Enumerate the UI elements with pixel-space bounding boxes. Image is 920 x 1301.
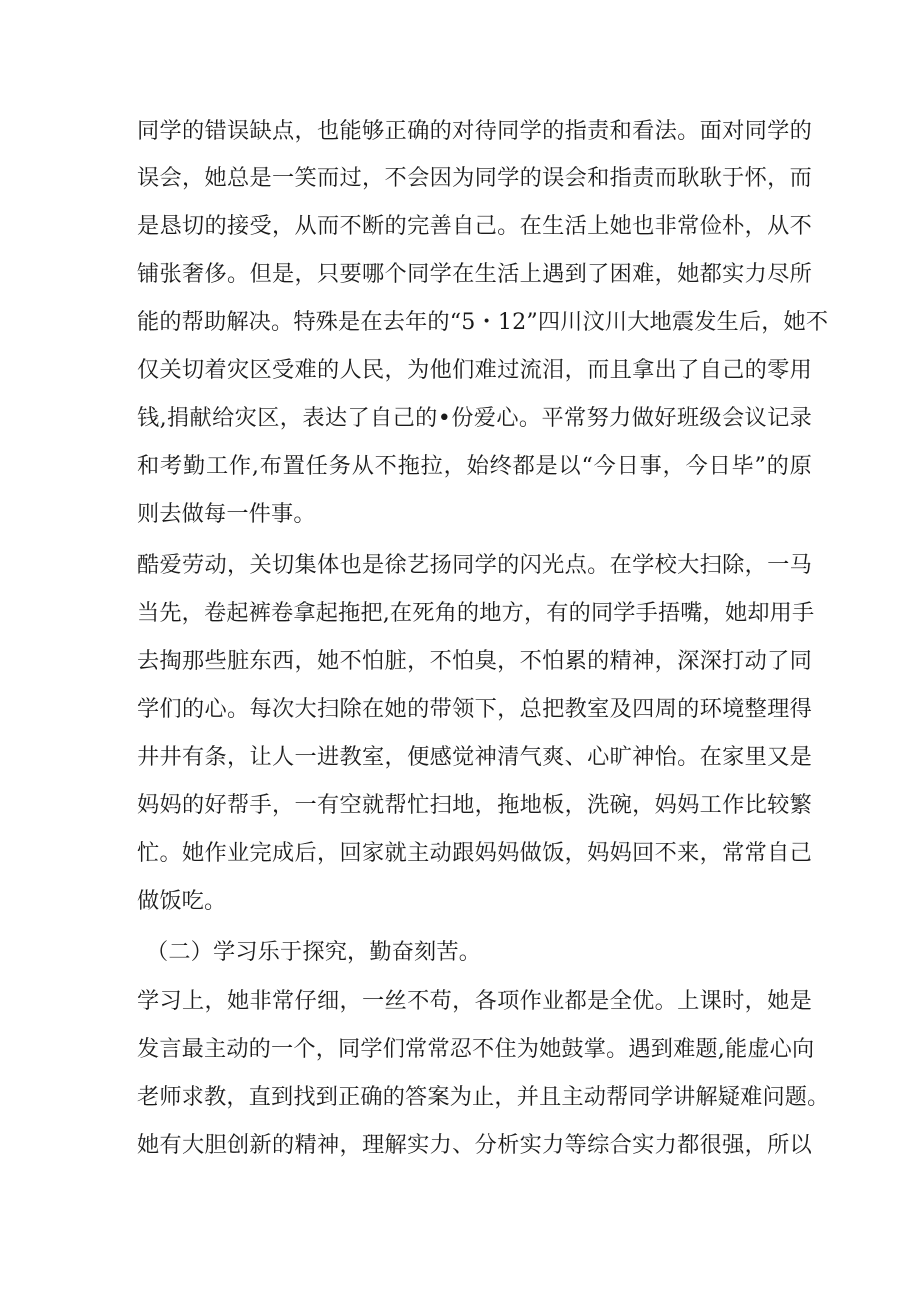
paragraph-2-line-1: 酷爱劳动，关切集体也是徐艺扬同学的闪光点。在学校大扫除，一马: [137, 552, 812, 578]
paragraph-3-line-2: 发言最主动的一个，同学们常常忍不住为她鼓掌。遇到难题,能虚心向: [137, 1036, 815, 1062]
paragraph-1-line-6: 仅关切着灾区受难的人民，为他们难过流泪，而且拿出了自己的零用: [137, 357, 812, 383]
paragraph-1-line-8: 和考勤工作,布置任务从不拖拉，始终都是以“今日事，今日毕”的原: [137, 453, 812, 479]
paragraph-2-line-5: 井井有条，让人一进教室，便感觉神清气爽、心旷神怡。在家里又是: [137, 744, 812, 770]
paragraph-1-line-4: 铺张奢侈。但是，只要哪个同学在生活上遇到了困难，她都实力尽所: [137, 261, 812, 287]
paragraph-1-line-1: 同学的错误缺点，也能够正确的对待同学的指责和看法。面对同学的: [137, 118, 812, 144]
paragraph-2-line-8: 做饭吃。: [137, 888, 227, 914]
paragraph-2-line-6: 妈妈的好帮手，一有空就帮忙扫地，拖地板，洗碗，妈妈工作比较繁: [137, 792, 812, 818]
paragraph-3-line-4: 她有大胆创新的精神，理解实力、分析实力等综合实力都很强，所以: [137, 1132, 812, 1158]
paragraph-3-line-3: 老师求教，直到找到正确的答案为止，并且主动帮同学讲解疑难问题。: [137, 1084, 830, 1110]
paragraph-2-line-4: 学们的心。每次大扫除在她的带领下，总把教室及四周的环境整理得: [137, 696, 812, 722]
paragraph-2-line-7: 忙。她作业完成后，回家就主动跟妈妈做饭，妈妈回不来，常常自己: [137, 840, 812, 866]
paragraph-1-line-5: 能的帮助解决。特殊是在去年的“5・12”四川汶川大地震发生后，她不: [137, 309, 829, 335]
paragraph-2-line-2: 当先，卷起裤卷拿起拖把,在死角的地方，有的同学手捂嘴，她却用手: [137, 600, 815, 626]
paragraph-1-line-9: 则去做每一件事。: [137, 501, 316, 527]
paragraph-3-line-1: 学习上，她非常仔细，一丝不苟，各项作业都是全优。上课时，她是: [137, 988, 812, 1014]
paragraph-1-line-2: 误会，她总是一笑而过，不会因为同学的误会和指责而耿耿于怀，而: [137, 165, 812, 191]
paragraph-1-line-7: 钱,捐献给灾区，表达了自己的•份爱心。平常努力做好班级会议记录: [137, 405, 812, 431]
paragraph-2-line-3: 去掏那些脏东西，她不怕脏，不怕臭，不怕累的精神，深深打动了同: [137, 648, 812, 674]
section-heading: （二）学习乐于探究，勤奋刻苦。: [146, 939, 482, 965]
paragraph-1-line-3: 是恳切的接受，从而不断的完善自己。在生活上她也非常俭朴，从不: [137, 213, 812, 239]
